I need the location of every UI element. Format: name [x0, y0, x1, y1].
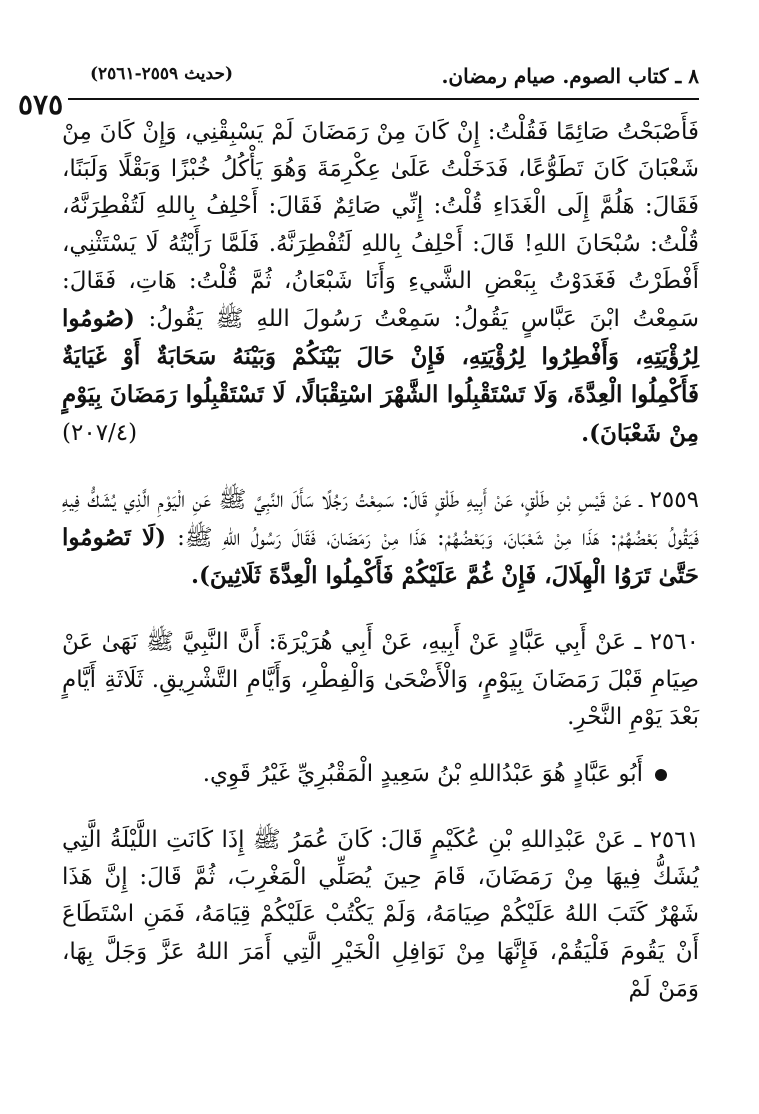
commentary-note: [62, 756, 699, 793]
hadith-range: (حديث ٢٥٥٩-٢٥٦١): [90, 64, 233, 84]
prophetic-quote: (صُومُوا لِرُؤْيَتِهِ، وَأَفْطِرُوا لِرُؤْيَتِهِ، فَإِنْ حَالَ بَيْنَكُمْ وَبَيْنَهُ سَحَابَةٌ أَوْ غَيَايَةٌ فَأَكْمِلُوا الْعِدَّةَ، وَلَا تَسْتَقْبِلُوا الشَّهْرَ اسْتِقْبَالًا، لَا تَسْتَقْبِلُوا رَمَضَانَ بِيَوْمٍ مِنْ شَعْبَانَ).: [62, 305, 699, 447]
chapter-title: ٨ ـ كتاب الصوم. صيام رمضان.: [441, 64, 699, 88]
hadith-continuation: [62, 114, 699, 453]
paragraph-spacer: [62, 793, 699, 822]
narration-text: ٢٥٦٠ ـ عَنْ أَبِي عَبَّادٍ عَنْ أَبِيهِ، عَنْ أَبِي هُرَيْرَةَ: أَنَّ النَّبِيَّ ﷺ نَهَىٰ عَنْ صِيَامِ قَبْلَ رَمَضَانَ بِيَوْمٍ، وَالْأَضْحَىٰ وَالْفِطْرِ، وَأَيَّامِ التَّشْرِيقِ. ثَلَاثَةِ أَيَّامٍ بَعْدَ يَوْمِ النَّحْرِ.: [62, 629, 699, 730]
bullet-icon: [655, 769, 667, 781]
narration-text: ٢٥٦١ ـ عَنْ عَبْدِاللهِ بْنِ عُكَيْمٍ قَالَ: كَانَ عُمَرُ ﷺ إِذَا كَانَتِ اللَّيْلَةُ الَّتِي يُشَكُّ فِيهَا مِنْ رَمَضَانَ، قَامَ حِينَ يُصَلِّي الْمَغْرِبَ، ثُمَّ قَالَ: إِنَّ هَذَا شَهْرٌ كَتَبَ اللهُ عَلَيْكُمْ صِيَامَهُ، وَلَمْ يَكْتُبْ عَلَيْكُمْ قِيَامَهُ، فَمَنِ اسْتَطَاعَ أَنْ يَقُومَ فَلْيَقُمْ، فَإِنَّهَا مِنْ نَوَافِلِ الْخَيْرِ الَّتِي أَمَرَ اللهُ عَزَّ وَجَلَّ بِهَا، وَمَنْ لَمْ: [62, 827, 699, 1002]
page-body: [62, 114, 699, 1008]
hadith-2559: [62, 482, 699, 596]
narration-text: ٢٥٥٩ ـ عَنْ قَيْسِ بْنِ طَلْقٍ، عَنْ أَبِيهِ طَلْقٍ قَالَ: سَمِعْتُ رَجُلًا سَأَلَ النَّبِيَّ ﷺ عَنِ الْيَوْمِ الَّذِي يُشَكُّ فِيهِ فَيَقُولُ بَعْضُهُمْ: هَذَا مِنْ شَعْبَانَ، وَبَعْضُهُمْ: هَذَا مِنْ رَمَضَانَ، فَقَالَ رَسُولُ اللهِ ﷺ:: [62, 486, 699, 552]
source-reference: (٢٠٧/٤): [62, 419, 138, 446]
prophetic-quote: (لَا تَصُومُوا حَتَّىٰ تَرَوُا الْهِلَالَ، فَإِنْ غُمَّ عَلَيْكُمْ فَأَكْمِلُوا الْعِدَّةَ ثَلَاثِينَ).: [62, 524, 699, 590]
narration-text: فَأَصْبَحْتُ صَائِمًا فَقُلْتُ: إِنْ كَانَ مِنْ رَمَضَانَ لَمْ يَسْبِقْنِي، وَإِنْ كَانَ مِنْ شَعْبَانَ كَانَ تَطَوُّعًا، فَدَخَلْتُ عَلَىٰ عِكْرِمَةَ وَهُوَ يَأْكُلُ خُبْزًا وَبَقْلًا وَلَبَنًا، فَقَالَ: هَلُمَّ إِلَى الْغَدَاءِ قُلْتُ: إِنِّي صَائِمٌ فَقَالَ: أَحْلِفُ بِاللهِ لَتُفْطِرَنَّهُ، قُلْتُ: سُبْحَانَ اللهِ! قَالَ: أَحْلِفُ بِاللهِ لَتُفْطِرَنَّهُ. فَلَمَّا رَأَيْتُهُ لَا يَسْتَثْنِي، أَفْطَرْتُ فَغَدَوْتُ بِبَعْضِ الشَّيءِ وَأَنَا شَبْعَانُ، ثُمَّ قُلْتُ: هَاتِ، فَقَالَ: سَمِعْتُ ابْنَ عَبَّاسٍ يَقُولُ: سَمِعْتُ رَسُولَ اللهِ ﷺ يَقُولُ:: [62, 119, 699, 333]
hadith-2561: [62, 822, 699, 1008]
running-header: [68, 58, 699, 98]
paragraph-spacer: [62, 595, 699, 624]
hadith-2560: [62, 624, 699, 736]
page-number: ٥٧٥: [18, 88, 64, 121]
paragraph-spacer: [62, 453, 699, 482]
note-text: أَبُو عَبَّادٍ هُوَ عَبْدُاللهِ بْنُ سَعِيدٍ الْمَقْبُرِيِّ غَيْرُ قَوِي.: [202, 761, 643, 788]
header-divider: [68, 98, 699, 100]
paragraph-spacer: [62, 736, 699, 756]
